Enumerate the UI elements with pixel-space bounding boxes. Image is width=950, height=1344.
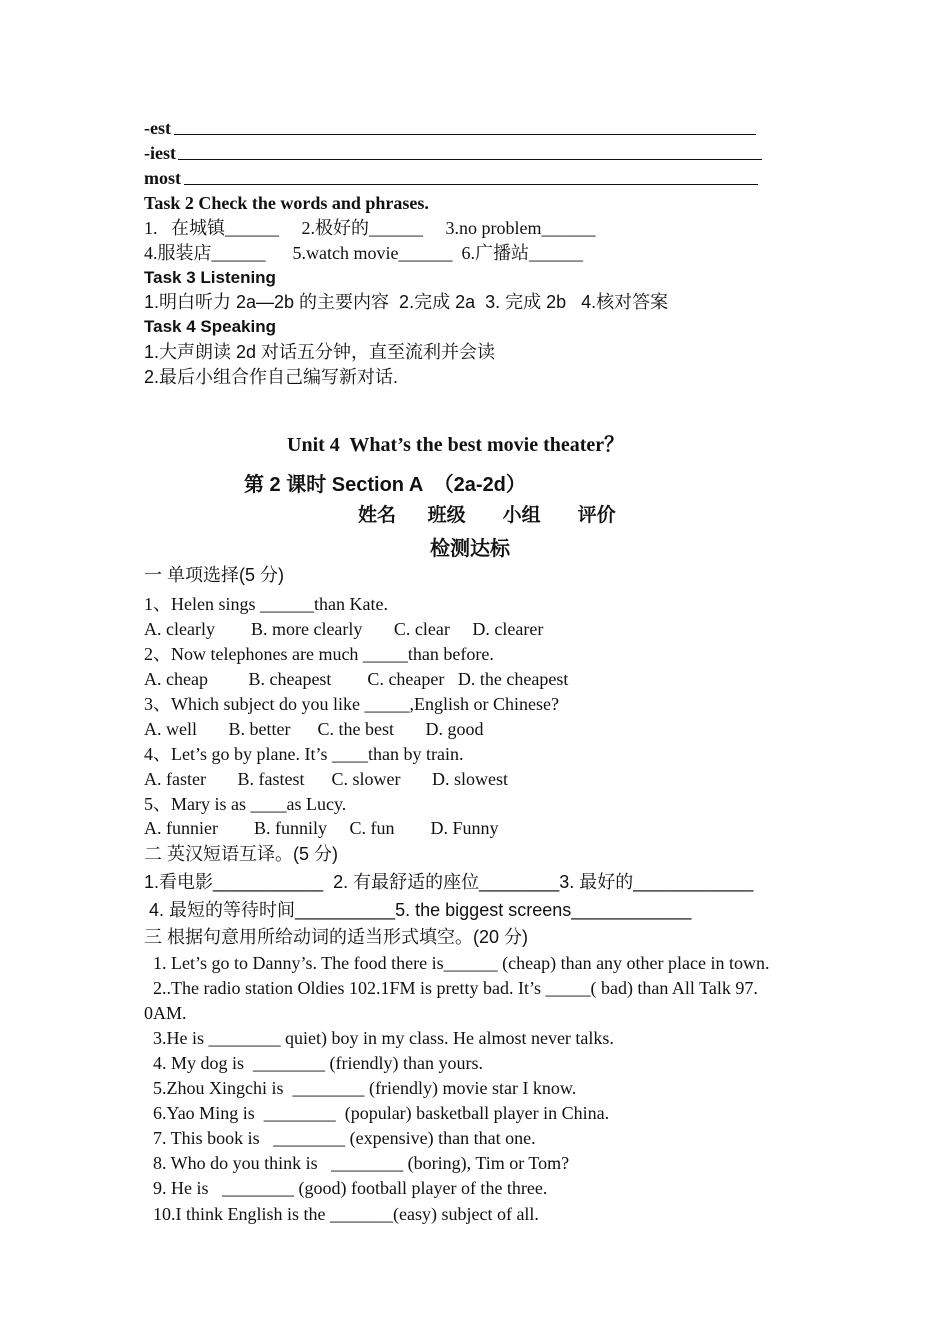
part1-line: A. clearly B. more clearly C. clear D. clearer <box>144 619 544 639</box>
part3-line: 8. Who do you think is ________ (boring), Tim or Tom? <box>144 1153 570 1173</box>
part3-line: 2..The radio station Oldies 102.1FM is pretty bad. It’s _____( bad) than All Talk 97. <box>144 978 758 998</box>
part1-line: A. cheap B. cheapest C. cheaper D. the cheapest <box>144 669 569 689</box>
part3-line: 9. He is ________ (good) football player of the three. <box>144 1178 548 1198</box>
part3-line: 1. Let’s go to Danny’s. The food there is______ (cheap) than any other place in town. <box>144 953 770 973</box>
part1-line: A. well B. better C. the best D. good <box>144 719 484 739</box>
part1-line: 1、Helen sings ______than Kate. <box>144 594 388 614</box>
part1-line: A. funnier B. funnily C. fun D. Funny <box>144 818 499 838</box>
part1-heading: 一 单项选择(5 分) <box>144 565 285 585</box>
suffix-most: most <box>144 168 181 188</box>
part3-line: 4. My dog is ________ (friendly) than yours. <box>144 1053 483 1073</box>
part1-line: 3、Which subject do you like _____,English or Chinese? <box>144 694 559 714</box>
task2-line-2: 4.服装店______ 5.watch movie______ 6.广播站______ <box>144 243 583 263</box>
task4-line-2: 2.最后小组合作自己编写新对话. <box>144 367 399 387</box>
task4-heading: Task 4 Speaking <box>144 317 276 336</box>
task2-heading: Task 2 Check the words and phrases. <box>144 193 429 213</box>
part2-line-1: 1.看电影___________ 2. 有最舒适的座位________3. 最好的____________ <box>144 872 754 892</box>
blank-line-most <box>184 184 758 185</box>
part3-line: 3.He is ________ quiet) boy in my class. He almost never talks. <box>144 1028 614 1048</box>
part1-line: 4、Let’s go by plane. It’s ____than by train. <box>144 744 464 764</box>
part1-line: 5、Mary is as ____as Lucy. <box>144 794 347 814</box>
lesson-title: 第 2 课时 Section A （2a-2d） <box>244 474 526 496</box>
blank-line-est <box>174 134 756 135</box>
part3-line: 5.Zhou Xingchi is ________ (friendly) movie star I know. <box>144 1078 577 1098</box>
test-title: 检测达标 <box>430 538 510 560</box>
task3-line-1: 1.明白听力 2a—2b 的主要内容 2.完成 2a 3. 完成 2b 4.核对答案 <box>144 292 669 312</box>
part3-heading: 三 根据句意用所给动词的适当形式填空。(20 分) <box>144 927 529 947</box>
suffix-est: -est <box>144 118 171 138</box>
suffix-iest: -iest <box>144 143 176 163</box>
part3-line: 0AM. <box>144 1003 187 1023</box>
student-info-row: 姓名 班级 小组 评价 <box>358 505 616 526</box>
part1-line: 2、Now telephones are much _____than before. <box>144 644 494 664</box>
task4-line-1: 1.大声朗读 2d 对话五分钟，直至流利并会读 <box>144 342 496 362</box>
part3-line: 6.Yao Ming is ________ (popular) basketball player in China. <box>144 1103 610 1123</box>
part2-heading: 二 英汉短语互译。(5 分) <box>144 844 339 864</box>
part1-line: A. faster B. fastest C. slower D. slowest <box>144 769 508 789</box>
unit-title: Unit 4 What’s the best movie theater？ <box>287 434 625 456</box>
part2-line-2: 4. 最短的等待时间__________5. the biggest screens____________ <box>144 900 692 920</box>
blank-line-iest <box>178 159 762 160</box>
task3-heading: Task 3 Listening <box>144 268 276 287</box>
part3-line: 10.I think English is the _______(easy) subject of all. <box>144 1204 539 1224</box>
task2-line-1: 1. 在城镇______ 2.极好的______ 3.no problem______ <box>144 218 596 238</box>
part3-line: 7. This book is ________ (expensive) than that one. <box>144 1128 536 1148</box>
